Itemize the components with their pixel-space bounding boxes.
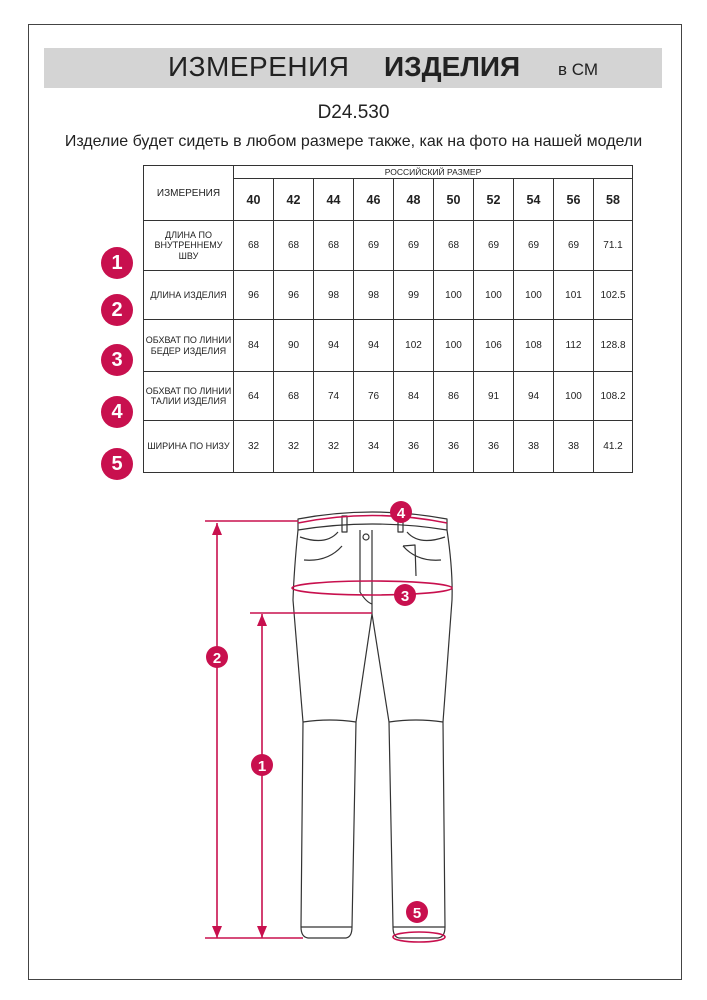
table-cell: 34 bbox=[354, 421, 394, 473]
size-header: 56 bbox=[554, 179, 594, 221]
table-cell: 94 bbox=[314, 320, 354, 372]
table-cell: 94 bbox=[514, 372, 554, 421]
table-cell: 100 bbox=[514, 271, 554, 320]
table-cell: 69 bbox=[474, 221, 514, 271]
diagram-markers bbox=[206, 501, 428, 923]
size-header: 58 bbox=[594, 179, 633, 221]
size-header: 48 bbox=[394, 179, 434, 221]
size-header: 46 bbox=[354, 179, 394, 221]
table-cell: 108 bbox=[514, 320, 554, 372]
table-cell: 71.1 bbox=[594, 221, 633, 271]
title-measurements: ИЗМЕРЕНИЯ bbox=[168, 51, 350, 82]
table-cell: 112 bbox=[554, 320, 594, 372]
size-header: 52 bbox=[474, 179, 514, 221]
table-cell: 32 bbox=[314, 421, 354, 473]
marker-4: 4 bbox=[396, 505, 406, 522]
title-unit: в СМ bbox=[558, 60, 599, 79]
marker-2: 2 bbox=[212, 650, 222, 667]
product-code: D24.530 bbox=[317, 102, 390, 123]
row-label: ДЛИНА ПО ВНУТРЕННЕМУ ШВУ bbox=[144, 221, 234, 271]
table-cell: 36 bbox=[474, 421, 514, 473]
waist-measure-line bbox=[298, 516, 447, 524]
table-cell: 36 bbox=[434, 421, 474, 473]
table-cell: 100 bbox=[434, 271, 474, 320]
row-number-badge: 3 bbox=[101, 344, 133, 376]
row-label: ШИРИНА ПО НИЗУ bbox=[144, 421, 234, 473]
marker-3: 3 bbox=[400, 588, 410, 605]
marker-1: 1 bbox=[257, 758, 267, 775]
table-cell: 84 bbox=[394, 372, 434, 421]
table-cell: 32 bbox=[274, 421, 314, 473]
table-cell: 68 bbox=[434, 221, 474, 271]
table-cell: 99 bbox=[394, 271, 434, 320]
table-cell: 68 bbox=[314, 221, 354, 271]
row-number-badge: 1 bbox=[101, 247, 133, 279]
size-header: 40 bbox=[234, 179, 274, 221]
row-number-badge: 5 bbox=[101, 448, 133, 480]
table-cell: 102 bbox=[394, 320, 434, 372]
table-cell: 96 bbox=[234, 271, 274, 320]
table-cell: 100 bbox=[554, 372, 594, 421]
size-header: 42 bbox=[274, 179, 314, 221]
table-cell: 38 bbox=[554, 421, 594, 473]
table-cell: 108.2 bbox=[594, 372, 633, 421]
size-header: 54 bbox=[514, 179, 554, 221]
size-header: 50 bbox=[434, 179, 474, 221]
table-cell: 96 bbox=[274, 271, 314, 320]
size-header: 44 bbox=[314, 179, 354, 221]
measure-header: ИЗМЕРЕНИЯ bbox=[144, 166, 234, 221]
table-cell: 101 bbox=[554, 271, 594, 320]
table-cell: 64 bbox=[234, 372, 274, 421]
table-cell: 32 bbox=[234, 421, 274, 473]
table-cell: 102.5 bbox=[594, 271, 633, 320]
title-product: ИЗДЕЛИЯ bbox=[384, 51, 521, 82]
table-cell: 128.8 bbox=[594, 320, 633, 372]
table-cell: 90 bbox=[274, 320, 314, 372]
measure-lines bbox=[205, 516, 452, 943]
row-label: ДЛИНА ИЗДЕЛИЯ bbox=[144, 271, 234, 320]
table-cell: 68 bbox=[274, 372, 314, 421]
row-number-badge: 2 bbox=[101, 294, 133, 326]
table-cell: 98 bbox=[314, 271, 354, 320]
table-cell: 86 bbox=[434, 372, 474, 421]
table-cell: 36 bbox=[394, 421, 434, 473]
table-cell: 94 bbox=[354, 320, 394, 372]
table-cell: 76 bbox=[354, 372, 394, 421]
table-cell: 68 bbox=[234, 221, 274, 271]
table-cell: 91 bbox=[474, 372, 514, 421]
table-cell: 69 bbox=[394, 221, 434, 271]
table-cell: 69 bbox=[554, 221, 594, 271]
hem-measure-ellipse bbox=[393, 932, 445, 942]
table-cell: 38 bbox=[514, 421, 554, 473]
marker-5: 5 bbox=[412, 905, 422, 922]
table-cell: 69 bbox=[514, 221, 554, 271]
button-icon bbox=[363, 534, 369, 540]
table-cell: 100 bbox=[434, 320, 474, 372]
trousers-outline bbox=[293, 512, 452, 938]
table-cell: 74 bbox=[314, 372, 354, 421]
table-cell: 41.2 bbox=[594, 421, 633, 473]
row-label: ОБХВАТ ПО ЛИНИИ БЕДЕР ИЗДЕЛИЯ bbox=[144, 320, 234, 372]
fit-note: Изделие будет сидеть в любом размере также, как на фото на нашей модели bbox=[64, 133, 643, 150]
row-label: ОБХВАТ ПО ЛИНИИ ТАЛИИ ИЗДЕЛИЯ bbox=[144, 372, 234, 421]
table-cell: 100 bbox=[474, 271, 514, 320]
table-cell: 69 bbox=[354, 221, 394, 271]
table-cell: 106 bbox=[474, 320, 514, 372]
arrow-heads bbox=[212, 523, 267, 938]
russian-size-header: РОССИЙСКИЙ РАЗМЕР bbox=[234, 166, 633, 179]
row-number-badge: 4 bbox=[101, 396, 133, 428]
table-cell: 68 bbox=[274, 221, 314, 271]
table-cell: 98 bbox=[354, 271, 394, 320]
table-cell: 84 bbox=[234, 320, 274, 372]
